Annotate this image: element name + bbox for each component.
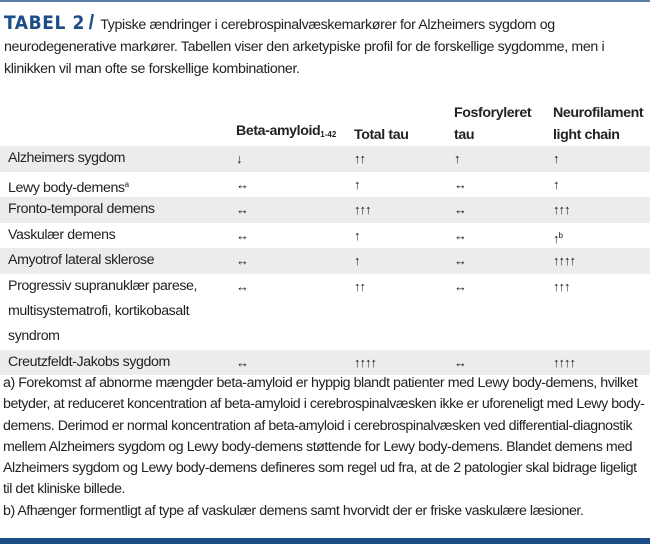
- disease-name: Progressiv supranuklær parese, multisystematrofi, kortikobasalt syndrom: [8, 277, 198, 344]
- nfl-value: ↑↑↑↑: [553, 253, 575, 268]
- footnote-a: a) Forekomst af abnorme mængder beta-amyloid er hyppig blandt patienter med Lewy body-demens, hvilket betyder, at reduceret koncentration af beta-amyloid i cerebrospinalvæsken ikke er uforeneligt med Lewy body-demens. Derimod er normal koncentration af beta-amyloid i cerebrospinalvæsken ved differential-diagnostik mellem Alzheimers sygdom og Lewy body-demens støttende for Lewy body-demens. Blandet demens med Alzheimers sygdom og Lewy body-demens defineres som regel ud fra, at de 2 patologier skal bidrage ligeligt til det kliniske billede.: [3, 375, 645, 498]
- beta-amyloid-value: ↔: [236, 227, 248, 243]
- marker-table: [0, 100, 650, 375]
- total-tau-value: ↑↑: [354, 278, 365, 294]
- disease-name: Lewy body-demens$^a$: [8, 179, 129, 196]
- top-rule: [0, 0, 650, 2]
- p-tau-value: ↔: [454, 354, 466, 370]
- nfl-value: ↑↑↑↑: [553, 354, 575, 370]
- table-row: [0, 274, 650, 350]
- table-row: [0, 146, 650, 172]
- nfl-value: ↑: [553, 176, 559, 192]
- disease-name: Vaskulær demens: [8, 226, 116, 243]
- bottom-rule: [0, 538, 650, 544]
- total-tau-value: ↑: [354, 176, 360, 192]
- beta-amyloid-value: ↔: [236, 176, 248, 192]
- table-header: [0, 100, 650, 146]
- header-neurofilament-light-chain: Neurofilament light chain: [553, 105, 644, 143]
- disease-name: Amyotrof lateral sklerose: [8, 252, 155, 268]
- p-tau-value: ↑: [454, 151, 460, 166]
- total-tau-value: ↑↑↑: [354, 202, 371, 217]
- header-total-tau: Total tau: [354, 127, 409, 143]
- caption-separator: /: [88, 12, 94, 34]
- footnote-ref-a: a: [124, 179, 129, 189]
- p-tau-value: ↔: [454, 176, 466, 192]
- table-row: [0, 350, 650, 376]
- footnote-b: b) Afhænger formentligt af type af vaskulær demens samt hvorvidt der er friske vaskulære læsioner.: [3, 502, 584, 519]
- beta-amyloid-value: ↔: [236, 354, 248, 370]
- disease-name: Alzheimers sygdom: [8, 150, 125, 166]
- beta-amyloid-value: ↔: [236, 253, 248, 268]
- p-tau-value: ↔: [454, 202, 466, 217]
- p-tau-value: ↔: [454, 253, 466, 268]
- nfl-value: ↑↑↑: [553, 278, 570, 294]
- table-label: TABEL 2: [4, 12, 86, 34]
- nfl-value: ↑$^b$: [553, 230, 563, 246]
- disease-name: Creutzfeldt-Jakobs sygdom: [8, 353, 170, 370]
- total-tau-value: ↑: [354, 227, 360, 243]
- disease-name: Fronto-temporal demens: [8, 201, 155, 217]
- total-tau-value: ↑: [354, 253, 360, 268]
- table-row: [0, 172, 650, 198]
- table-row: [0, 248, 650, 274]
- table-row: [0, 197, 650, 223]
- beta-amyloid-value: ↓: [236, 151, 242, 166]
- footnotes: [3, 373, 649, 522]
- beta-amyloid-value: ↔: [236, 278, 248, 294]
- header-beta-amyloid: Beta-amyloid$_{1-42}$: [236, 123, 337, 139]
- caption-text: Typiske ændringer i cerebrospinalvæskemarkører for Alzheimers sygdom og neurodegenerative markører. Tabellen viser den arketypiske profil for de forskellige sygdomme, men i klinikken vil man ofte se forskellige kombinationer.: [4, 17, 605, 77]
- total-tau-value: ↑↑: [354, 151, 365, 166]
- header-phosphorylated-tau: Fosforyleret tau: [454, 105, 532, 143]
- nfl-value: ↑↑↑: [553, 202, 570, 217]
- table-row: [0, 223, 650, 249]
- nfl-value: ↑: [553, 151, 559, 166]
- total-tau-value: ↑↑↑↑: [354, 354, 376, 370]
- p-tau-value: ↔: [454, 278, 466, 294]
- p-tau-value: ↔: [454, 227, 466, 243]
- beta-amyloid-value: ↔: [236, 202, 248, 217]
- table-caption: [4, 12, 648, 80]
- footnote-ref-b: b: [558, 230, 563, 240]
